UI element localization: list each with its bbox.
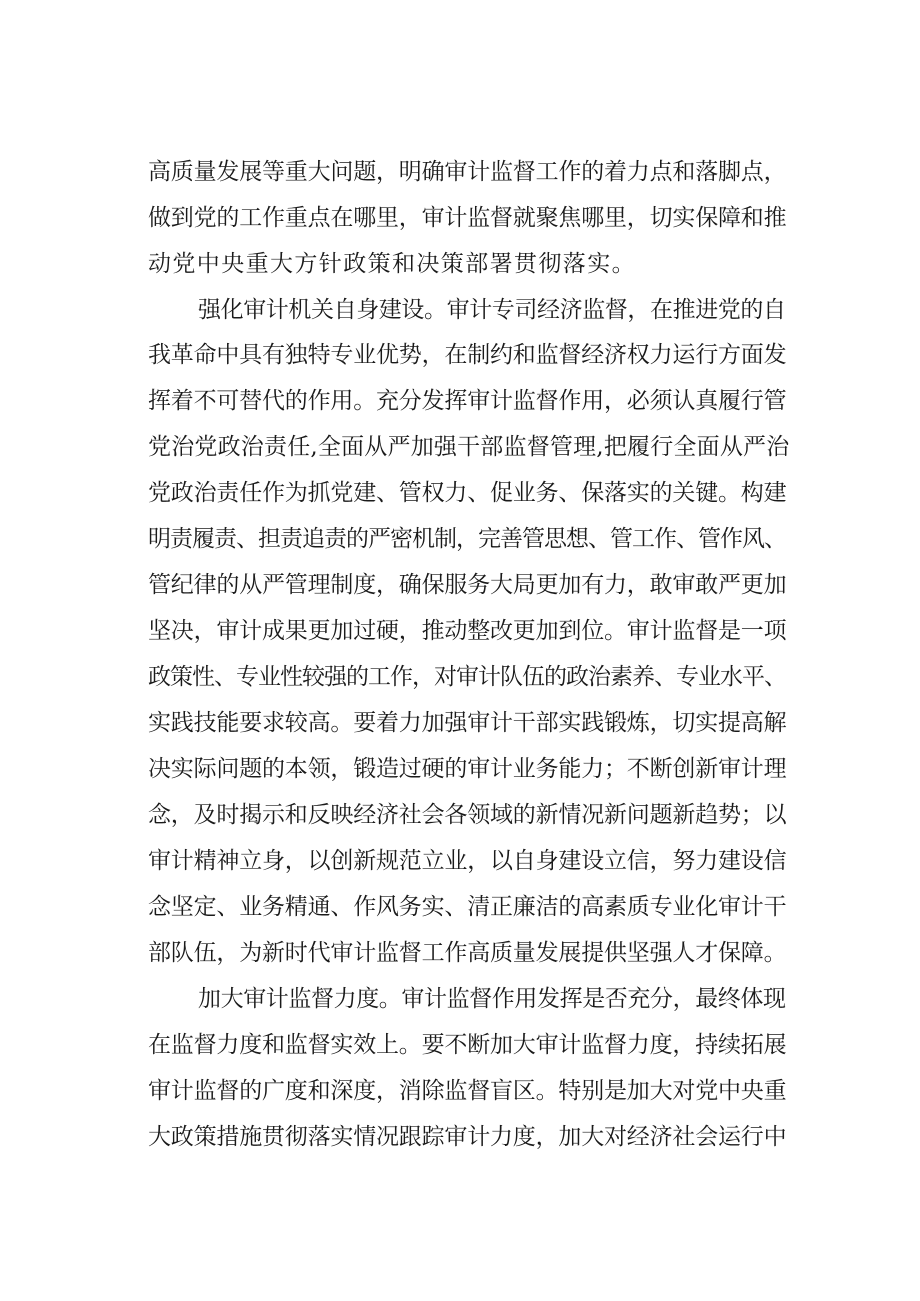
text-line: 明责履责、担责追责的严密机制，完善管思想、管工作、管作风、	[148, 526, 786, 552]
text-line: 我革命中具有独特专业优势，在制约和监督经济权力运行方面发	[148, 342, 787, 368]
text-line: 在监督力度和监督实效上。要不断加大审计监督力度，持续拓展	[148, 1032, 787, 1058]
text-line: 决实际问题的本领，锻造过硬的审计业务能力；不断创新审计理	[148, 756, 787, 782]
text-line: 实践技能要求较高。要着力加强审计干部实践锻炼，切实提高解	[148, 710, 787, 736]
text-line: 动党中央重大方针政策和决策部署贯彻落实。	[148, 251, 636, 277]
text-line: 管纪律的从严管理制度，确保服务大局更加有力，敢审敢严更加	[148, 572, 787, 598]
text-line: 坚决，审计成果更加过硬，推动整改更加到位。审计监督是一项	[148, 618, 787, 644]
text-line: 念坚定、业务精通、作风务实、清正廉洁的高素质专业化审计干	[148, 894, 787, 920]
text-line: 做到党的工作重点在哪里，审计监督就聚焦哪里，切实保障和推	[148, 205, 787, 231]
text-line: 大政策措施贯彻落实情况跟踪审计力度，加大对经济社会运行中	[148, 1124, 787, 1150]
text-line: 挥着不可替代的作用。充分发挥审计监督作用，必须认真履行管	[148, 388, 787, 414]
text-line: 党治党政治责任,全面从严加强干部监督管理,把履行全面从严治	[148, 434, 790, 460]
text-line: 念，及时揭示和反映经济社会各领域的新情况新问题新趋势；以	[148, 802, 787, 828]
text-line: 高质量发展等重大问题，明确审计监督工作的着力点和落脚点，	[148, 159, 787, 185]
paragraph-start-line: 强化审计机关自身建设。审计专司经济监督，在推进党的自	[198, 297, 786, 323]
text-line: 政策性、专业性较强的工作，对审计队伍的政治素养、专业水平、	[148, 664, 786, 690]
text-line: 党政治责任作为抓党建、管权力、促业务、保落实的关键。构建	[148, 480, 787, 506]
text-line: 审计精神立身，以创新规范立业，以自身建设立信，努力建设信	[148, 848, 787, 874]
text-line: 审计监督的广度和深度，消除监督盲区。特别是加大对党中央重	[148, 1078, 787, 1104]
paragraph-start-line: 加大审计监督力度。审计监督作用发挥是否充分，最终体现	[198, 986, 786, 1012]
text-line: 部队伍，为新时代审计监督工作高质量发展提供坚强人才保障。	[148, 940, 787, 966]
